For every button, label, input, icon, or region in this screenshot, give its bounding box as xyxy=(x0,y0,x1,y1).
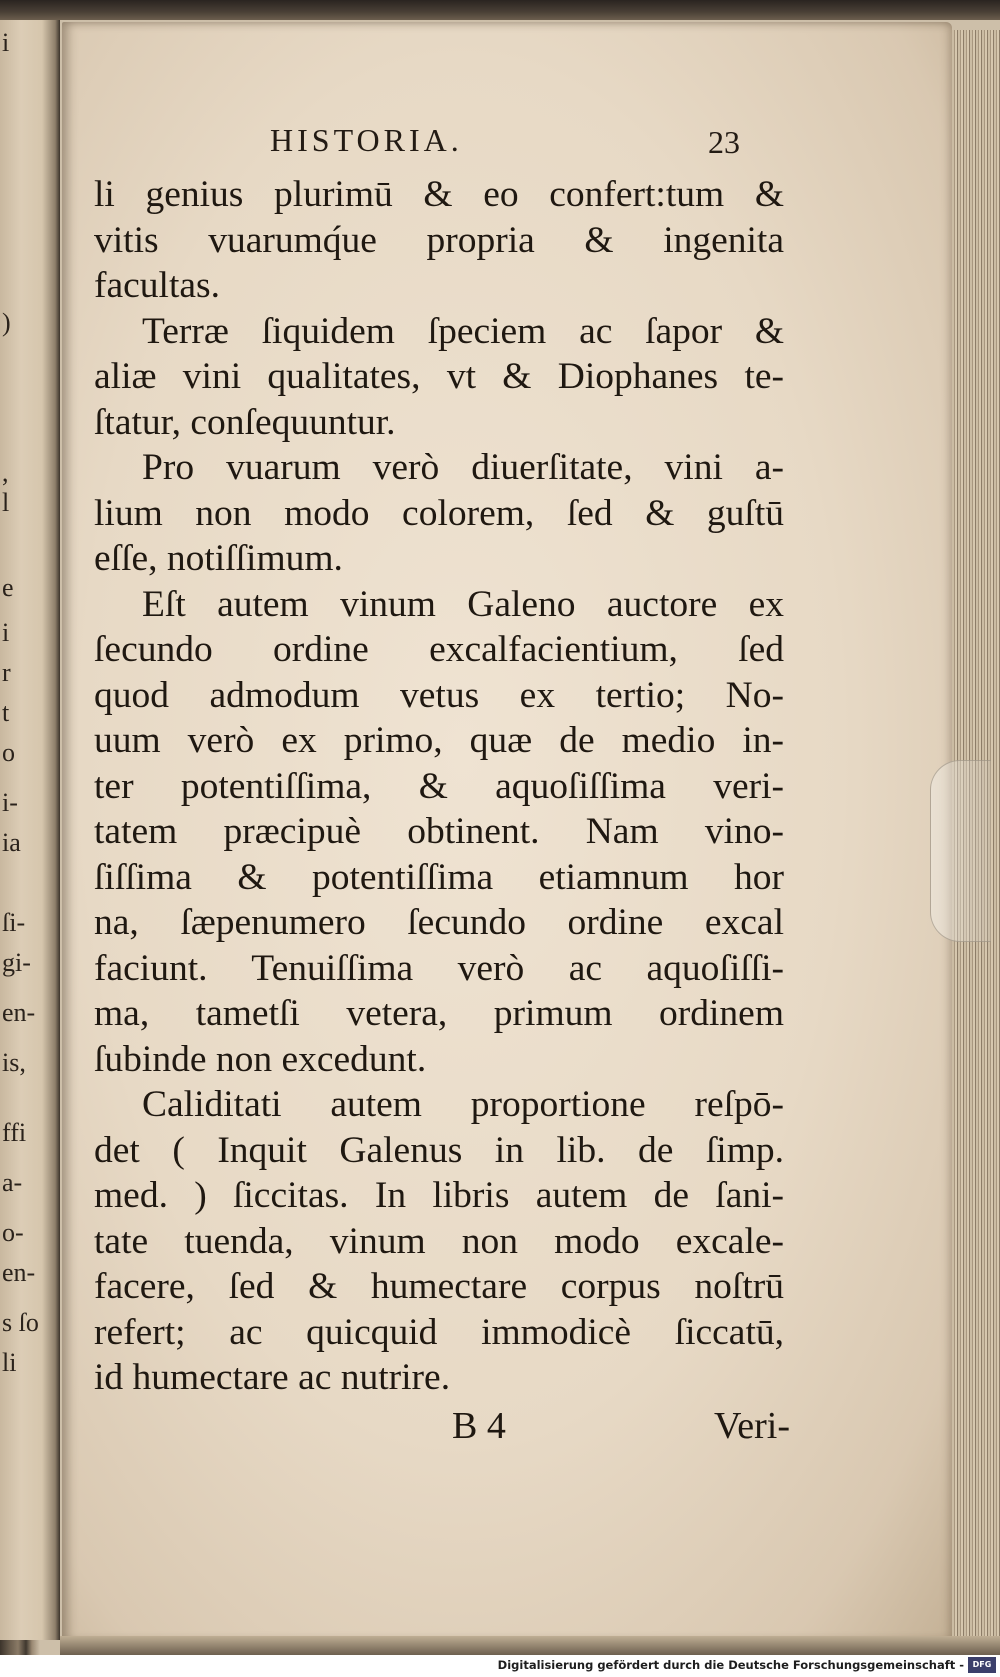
page-header xyxy=(270,122,740,168)
text-line: aliæ vini qualitates, vt & Diophanes te- xyxy=(94,356,784,397)
book-bottom-edge xyxy=(60,1636,1000,1655)
margin-fragment: en- xyxy=(2,1258,36,1287)
text-line: ſtatur, conſequuntur. xyxy=(94,401,396,443)
text-line: ſecundo ordine excalfacientium, ſed xyxy=(94,629,784,670)
page-number: 23 xyxy=(708,124,740,160)
text-line: Eſt autem vinum Galeno auctore ex xyxy=(142,583,784,625)
book-top-edge xyxy=(0,0,1000,20)
text-line: det ( Inquit Galenus in lib. de ſimp. xyxy=(94,1129,784,1171)
text-line: eſſe, notiſſimum. xyxy=(94,538,343,579)
body-text xyxy=(94,172,784,1401)
left-margin-fragments xyxy=(2,20,54,1640)
text-line: vitis vuarumq́ue propria & ingenita xyxy=(94,219,784,261)
digitization-footer xyxy=(0,1655,1000,1677)
text-line: Caliditati autem proportione reſpō- xyxy=(142,1084,784,1125)
text-line: ter potentiſſima, & aquoſiſſima veri- xyxy=(94,765,784,807)
text-line: ma, tametſi vetera, primum ordinem xyxy=(94,993,784,1034)
catchword: Veri- xyxy=(714,1405,790,1447)
margin-fragment: , xyxy=(2,458,9,487)
text-line: refert; ac quicquid immodicè ſiccatū, xyxy=(94,1311,784,1353)
text-line: ſubinde non excedunt. xyxy=(94,1038,427,1080)
text-line: facere, ſed & humectare corpus noſtrū xyxy=(94,1266,784,1307)
margin-fragment: r xyxy=(2,658,11,687)
running-title: HISTORIA. xyxy=(270,122,463,158)
text-line: quod admodum vetus ex tertio; No- xyxy=(94,674,784,716)
margin-fragment: ia xyxy=(2,828,21,857)
margin-fragment: a- xyxy=(2,1168,23,1197)
margin-fragment: s ſo xyxy=(2,1308,39,1337)
margin-fragment: i- xyxy=(2,788,18,817)
text-line: lium non modo colorem, ſed & guſtū xyxy=(94,492,784,534)
text-line: na, ſæpenumero ſecundo ordine excal xyxy=(94,902,784,943)
text-line: li genius plurimū & eo confert:tum & xyxy=(94,174,784,215)
text-line: faciunt. Tenuiſſima verò ac aquoſiſſi- xyxy=(94,947,784,989)
text-line: Terræ ſiquidem ſpeciem ac ſapor & xyxy=(142,310,784,352)
margin-fragment: o xyxy=(2,738,15,767)
margin-fragment: l xyxy=(2,488,10,517)
text-line: Pro vuarum verò diuerſitate, vini a- xyxy=(142,447,784,488)
margin-fragment: e xyxy=(2,573,14,602)
funding-credit: Digitalisierung gefördert durch die Deutsche Forschungsgemeinschaft - xyxy=(497,1658,964,1672)
text-line: tatem præcipuè obtinent. Nam vino- xyxy=(94,811,784,852)
margin-fragment: is, xyxy=(2,1048,26,1077)
margin-fragment: ffi xyxy=(2,1118,27,1147)
text-line: med. ) ſiccitas. In libris autem de ſani- xyxy=(94,1175,784,1216)
page-footer-line xyxy=(440,1404,790,1452)
margin-fragment: ) xyxy=(2,308,11,337)
left-page-strip xyxy=(0,20,60,1640)
margin-fragment: en- xyxy=(2,998,36,1027)
text-line: tate tuenda, vinum non modo excale- xyxy=(94,1220,784,1262)
margin-fragment: i xyxy=(2,618,10,647)
margin-fragment: ſi- xyxy=(2,908,26,937)
text-line: id humectare ac nutrire. xyxy=(94,1357,451,1398)
margin-fragment: o- xyxy=(2,1218,24,1247)
signature-mark: B 4 xyxy=(452,1405,506,1447)
margin-fragment: i xyxy=(2,28,10,57)
text-line: ſiſſima & potentiſſima etiamnum hor xyxy=(94,856,784,898)
page-clip xyxy=(930,760,991,942)
text-line: uum verò ex primo, quæ de medio in- xyxy=(94,720,784,761)
text-line: facultas. xyxy=(94,265,220,306)
dfg-logo: DFG xyxy=(968,1657,996,1673)
margin-fragment: li xyxy=(2,1348,17,1377)
margin-fragment: gi- xyxy=(2,948,31,977)
margin-fragment: t xyxy=(2,698,10,727)
